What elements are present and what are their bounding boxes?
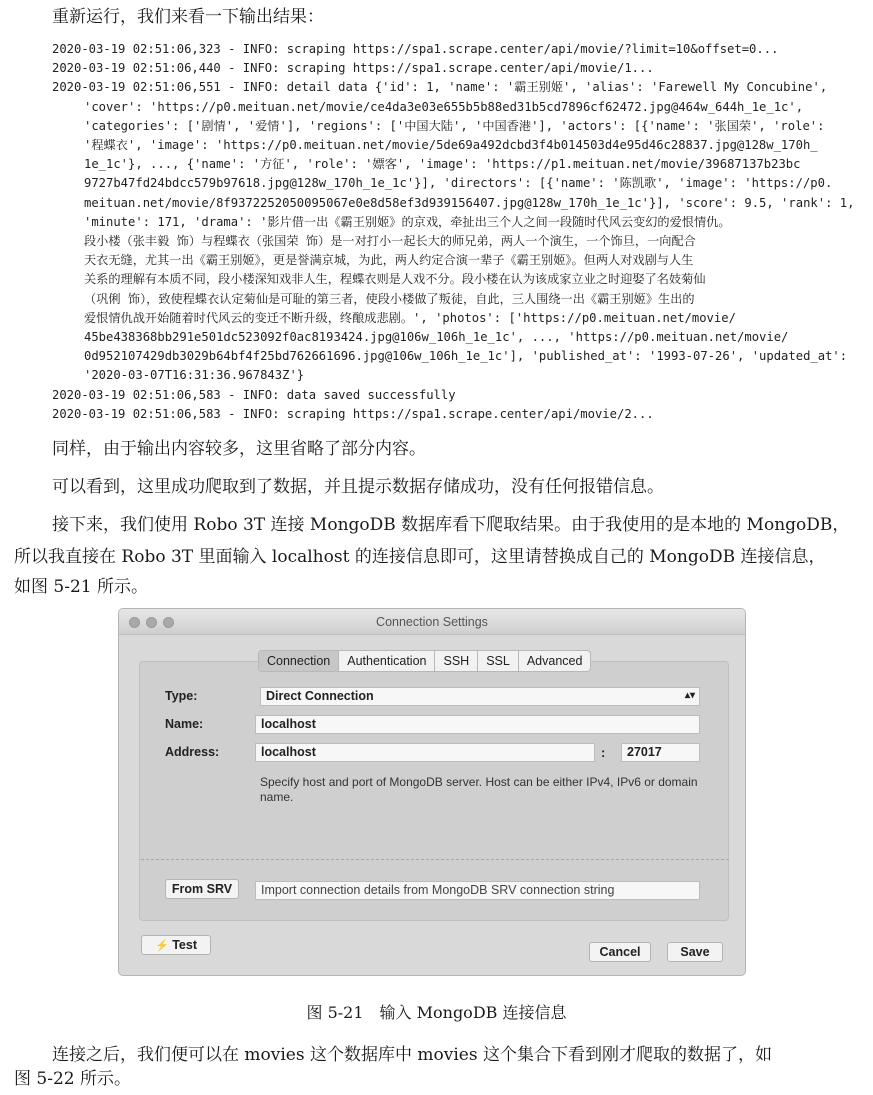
- log-continuation: 45be438368bb291e501dc523092f0ac8193424.jpg@106w_106h_1e_1c', ..., 'https://p0.meituan.net/movie/: [84, 330, 789, 345]
- address-hint: Specify host and port of MongoDB server. Host can be either IPv4, IPv6 or domain name.: [260, 775, 698, 804]
- tab-connection[interactable]: Connection: [259, 651, 339, 671]
- paragraph-omitted: 同样，由于输出内容较多，这里省略了部分内容。: [52, 439, 426, 459]
- tab-bar: [258, 650, 591, 672]
- test-button-label: Test: [172, 938, 197, 952]
- port-separator: :: [601, 745, 606, 760]
- log-line: 2020-03-19 02:51:06,323 - INFO: scraping https://spa1.scrape.center/api/movie/?limit=10&offset=0...: [52, 42, 779, 56]
- divider: [141, 859, 729, 860]
- connection-type-select[interactable]: [260, 687, 700, 706]
- name-label: Name:: [165, 717, 204, 731]
- log-continuation: 天衣无缝，尤其一出《霸王别姬》，更是誉满京城，为此，两人约定合演一辈子《霸王别姬》。但两人对戏剧与人生: [84, 253, 694, 268]
- intro-text: 重新运行，我们来看一下输出结果：: [52, 7, 324, 27]
- log-continuation: 'minute': 171, 'drama': '影片借一出《霸王别姬》的京戏，牵扯出三个人之间一段随时代风云变幻的爱恨情仇。: [84, 214, 731, 229]
- paragraph-robo3t-2: 所以我直接在 Robo 3T 里面输入 localhost 的连接信息即可，这里请替换成自己的 MongoDB 连接信息，: [14, 547, 826, 567]
- test-tube-icon: ⚡: [155, 940, 169, 952]
- name-input[interactable]: localhost: [255, 715, 700, 734]
- log-continuation: （巩俐 饰），致使程蝶衣认定菊仙是可耻的第三者，使段小楼做了叛徒，自此，三人围绕一出《霸王别姬》生出的: [84, 291, 695, 306]
- address-input[interactable]: localhost: [255, 743, 595, 762]
- save-button[interactable]: Save: [667, 942, 723, 962]
- cancel-button[interactable]: Cancel: [589, 942, 651, 962]
- log-line: 2020-03-19 02:51:06,583 - INFO: data saved successfully: [52, 387, 456, 402]
- paragraph-after-connect-2: 图 5-22 所示。: [14, 1069, 131, 1089]
- connection-settings-dialog: [118, 608, 746, 976]
- connection-type-value: Direct Connection: [266, 689, 374, 703]
- srv-input[interactable]: [255, 881, 700, 900]
- log-continuation: 9727b47fd24bdcc579b97618.jpg@128w_170h_1e_1c'}], 'directors': [{'name': '陈凯歌', 'image': 'https://p0.: [84, 176, 833, 191]
- log-continuation: 关系的理解有本质不同，段小楼深知戏非人生，程蝶衣则是人戏不分。段小楼在认为该成家立业之时迎娶了名妓菊仙: [84, 272, 706, 287]
- log-continuation: 'cover': 'https://p0.meituan.net/movie/ce4da3e03e655b5b88ed31b5cd7896cf62472.jpg@464w_644h_1e_1c',: [84, 99, 804, 114]
- tab-ssh[interactable]: SSH: [435, 651, 478, 671]
- paragraph-success: 可以看到，这里成功爬取到了数据，并且提示数据存储成功，没有任何报错信息。: [52, 477, 664, 497]
- log-continuation: 1e_1c'}, ..., {'name': '方征', 'role': '嫖客', 'image': 'https://p1.meituan.net/movie/39687137b23bc: [84, 157, 801, 172]
- log-line: 2020-03-19 02:51:06,583 - INFO: scraping https://spa1.scrape.center/api/movie/2...: [52, 406, 654, 421]
- tab-advanced[interactable]: Advanced: [526, 654, 583, 668]
- log-continuation: 段小楼（张丰毅 饰）与程蝶衣（张国荣 饰）是一对打小一起长大的师兄弟，两人一个演生，一个饰旦，一向配合: [84, 234, 696, 249]
- log-continuation: '2020-03-07T16:31:36.967843Z'}: [84, 368, 305, 383]
- srv-placeholder: Import connection details from MongoDB SRV connection string: [261, 883, 615, 897]
- paragraph-robo3t-1: 接下来，我们使用 Robo 3T 连接 MongoDB 数据库看下爬取结果。由于我使用的是本地的 MongoDB，: [52, 515, 850, 535]
- paragraph-after-connect-1: 连接之后，我们便可以在 movies 这个数据库中 movies 这个集合下看到刚才爬取的数据了，如: [52, 1045, 772, 1065]
- log-continuation: '程蝶衣', 'image': 'https://p0.meituan.net/movie/5de69a492dcbd3f4b014503d4e95d46c28837.jpg@128w_170h_: [84, 138, 818, 153]
- address-label: Address:: [165, 745, 220, 759]
- title-bar: [119, 609, 745, 635]
- tab-ssl[interactable]: SSL: [478, 651, 519, 671]
- log-continuation: meituan.net/movie/8f9372252050095067e0e8d58ef3d939156407.jpg@128w_170h_1e_1c'}], 'score': 9.5, 'rank': 1,: [84, 195, 855, 210]
- tab-authentication[interactable]: Authentication: [339, 651, 435, 671]
- dialog-title: Connection Settings: [376, 615, 488, 629]
- test-button[interactable]: [141, 935, 211, 955]
- chevron-updown-icon: ▴▾: [684, 690, 695, 701]
- port-input[interactable]: 27017: [621, 743, 700, 762]
- log-continuation: 爱恨情仇战开始随着时代风云的变迁不断升级，终酿成悲剧。', 'photos': ['https://p0.meituan.net/movie/: [84, 310, 736, 325]
- log-line: 2020-03-19 02:51:06,551 - INFO: detail data {'id': 1, 'name': '霸王别姬', 'alias': 'Farewell My Concubine',: [52, 80, 828, 95]
- log-continuation: 0d952107429db3029b64bf4f25bd762661696.jpg@106w_106h_1e_1c'], 'published_at': '1993-07-26', 'updated_at':: [84, 349, 848, 364]
- from-srv-button[interactable]: From SRV: [165, 879, 239, 899]
- paragraph-robo3t-3: 如图 5-21 所示。: [14, 577, 148, 597]
- figure-caption: 图 5-21 输入 MongoDB 连接信息: [306, 1003, 567, 1022]
- log-output: [52, 40, 862, 424]
- type-label: Type:: [165, 689, 198, 703]
- log-continuation: 'categories': ['剧情', '爱情'], 'regions': ['中国大陆', '中国香港'], 'actors': [{'name': '张国荣', 'role':: [84, 118, 825, 133]
- log-line: 2020-03-19 02:51:06,440 - INFO: scraping https://spa1.scrape.center/api/movie/1...: [52, 61, 654, 76]
